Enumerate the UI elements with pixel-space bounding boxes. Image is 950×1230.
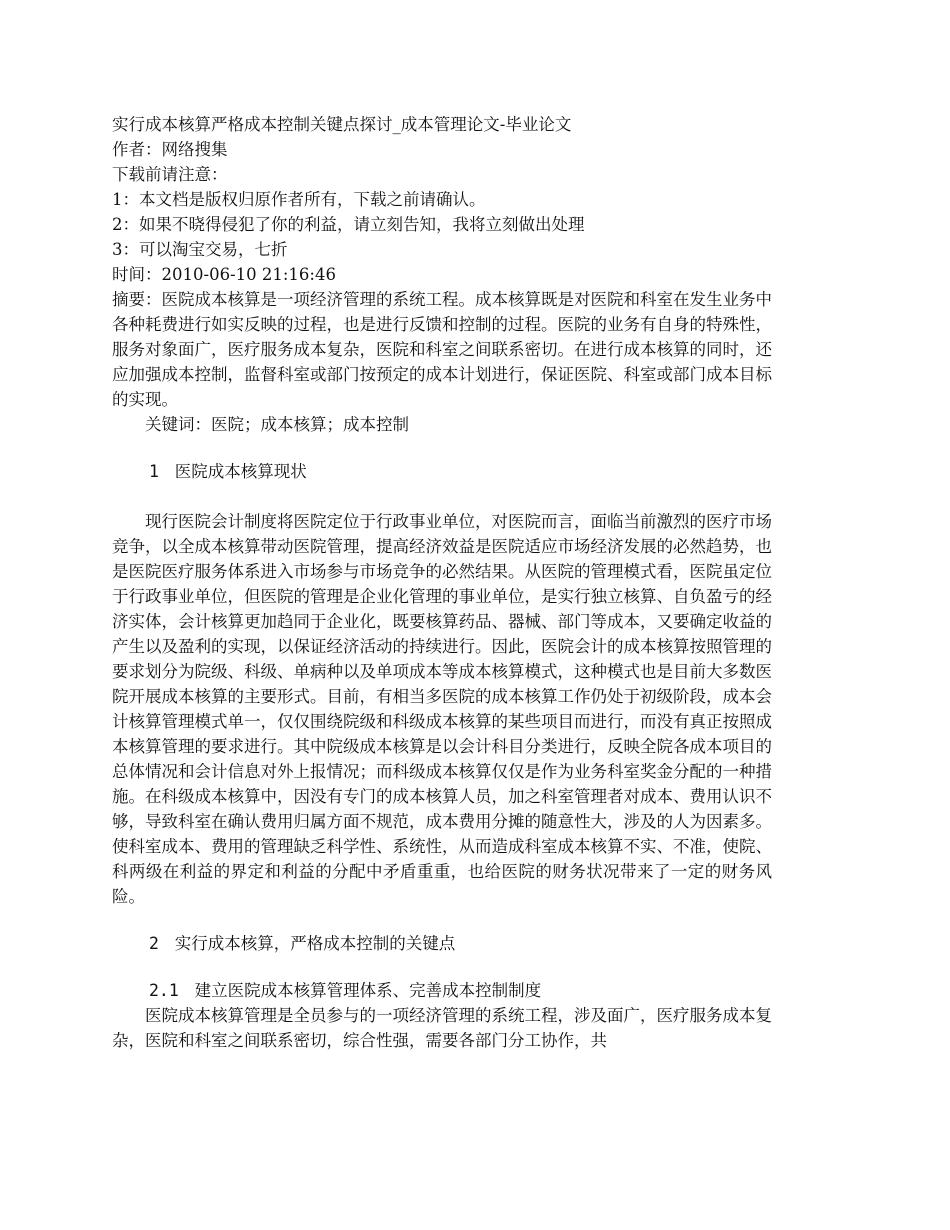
section-2-heading — [112, 931, 772, 956]
document-title: 实行成本核算严格成本控制关键点探讨_成本管理论文-毕业论文 — [112, 115, 572, 134]
section-2-1-heading — [112, 978, 772, 1003]
section-1-number: 1 — [149, 462, 159, 481]
timestamp-line: 时间：2010-06-10 21:16:46 — [112, 265, 336, 284]
section-1-heading — [112, 459, 772, 484]
section-2-1-body: 医院成本核算管理是全员参与的一项经济管理的系统工程，涉及面广，医疗服务成本复杂，医院和科室之间联系密切，综合性强，需要各部门分工协作，共 — [112, 1006, 772, 1050]
section-2-title: 实行成本核算，严格成本控制的关键点 — [174, 934, 456, 953]
author-line: 作者：网络搜集 — [112, 140, 228, 159]
section-2-1-title: 建立医院成本核算管理体系、完善成本控制制度 — [194, 981, 542, 1000]
notice-item-1: 1：本文档是版权归原作者所有，下载之前请确认。 — [112, 190, 486, 209]
keywords-line: 关键词：医院；成本核算；成本控制 — [145, 415, 409, 434]
section-2-number: 2 — [149, 934, 159, 953]
section-2-1-number: 2.1 — [149, 981, 179, 1000]
abstract-paragraph: 摘要：医院成本核算是一项经济管理的系统工程。成本核算既是对医院和科室在发生业务中各种耗费进行如实反映的过程，也是进行反馈和控制的过程。医院的业务有自身的特殊性，服务对象面广，医疗服务成本复杂，医院和科室之间联系密切。在进行成本核算的同时，还应加强成本控制，监督科室或部门按预定的成本计划进行，保证医院、科室或部门成本目标的实现。 — [112, 290, 772, 409]
notice-item-3: 3：可以淘宝交易，七折 — [112, 240, 288, 259]
notice-item-2: 2：如果不晓得侵犯了你的利益，请立刻告知，我将立刻做出处理 — [112, 215, 585, 234]
document-page — [112, 112, 772, 1053]
section-1-title: 医院成本核算现状 — [174, 462, 307, 481]
notice-label: 下载前请注意： — [112, 165, 228, 184]
section-1-body: 现行医院会计制度将医院定位于行政事业单位，对医院而言，面临当前激烈的医疗市场竞争，以全成本核算带动医院管理，提高经济效益是医院适应市场经济发展的必然趋势，也是医院医疗服务体系进入市场参与市场竞争的必然结果。从医院的管理模式看，医院虽定位于行政事业单位，但医院的管理是企业化管理的事业单位，是实行独立核算、自负盈亏的经济实体，会计核算更加趋同于企业化，既要核算药品、器械、部门等成本，又要确定收益的产生以及盈利的实现，以保证经济活动的持续进行。因此，医院会计的成本核算按照管理的要求划分为院级、科级、单病种以及单项成本等成本核算模式，这种模式也是目前大多数医院开展成本核算的主要形式。目前，有相当多医院的成本核算工作仍处于初级阶段，成本会计核算管理模式单一，仅仅围绕院级和科级成本核算的某些项目而进行，而没有真正按照成本核算管理的要求进行。其中院级成本核算是以会计科目分类进行，反映全院各成本项目的总体情况和会计信息对外上报情况；而科级成本核算仅仅是作为业务科室奖金分配的一种措施。在科级成本核算中，因没有专门的成本核算人员，加之科室管理者对成本、费用认识不够，导致科室在确认费用归属方面不规范，成本费用分摊的随意性大，涉及的人为因素多。使科室成本、费用的管理缺乏科学性、系统性，从而造成科室成本核算不实、不准，使院、科两级在利益的界定和利益的分配中矛盾重重，也给医院的财务状况带来了一定的财务风险。 — [112, 512, 772, 906]
